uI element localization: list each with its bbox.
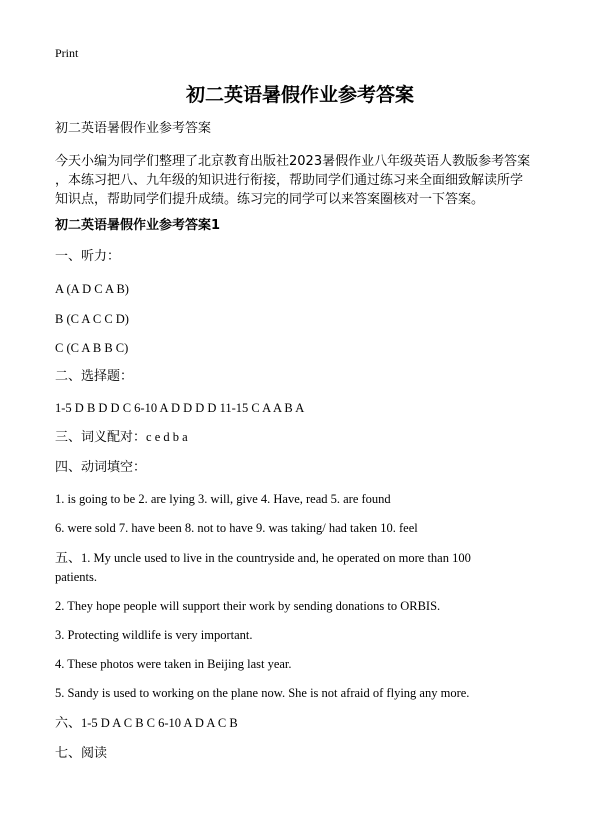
sentence-item-3: 3. Protecting wildlife is very important.: [55, 628, 253, 642]
sentence-label: 五、: [55, 551, 82, 566]
page-title: 初二英语暑假作业参考答案: [185, 84, 414, 106]
verb-fill-line-2: 6. were sold 7. have been 8. not to have 9. was taking/ had taken 10. feel: [55, 521, 418, 535]
part6-answers: 1-5 D A C B C 6-10 A D A C B: [81, 716, 238, 730]
listening-answer-a: A (A D C A B): [55, 282, 129, 296]
choice-answers: 1-5 D B D D C 6-10 A D D D D 11-15 C A A B A: [55, 401, 305, 415]
verb-fill-line-1: 1. is going to be 2. are lying 3. will, give 4. Have, read 5. are found: [55, 492, 391, 506]
intro-line-3: 知识点，帮助同学们提升成绩。练习完的同学可以来答案圈核对一下答案。: [55, 192, 485, 207]
verb-fill-label: 四、动词填空：: [55, 460, 147, 475]
sentence-item-1-cont: patients.: [55, 570, 98, 584]
sentence-item-2: 2. They hope people will support their work by sending donations to ORBIS.: [55, 599, 441, 613]
choice-label: 二、选择题：: [55, 369, 134, 384]
part6-row: [55, 714, 238, 733]
sentence-item-4: 4. These photos were taken in Beijing last year.: [55, 657, 292, 671]
listening-answer-c: C (C A B B C): [55, 341, 129, 355]
matching-row: [55, 428, 188, 447]
part6-label: 六、: [55, 716, 82, 731]
intro-line-2: ，本练习把八、九年级的知识进行衔接，帮助同学们通过练习来全面细致解读所学: [55, 173, 524, 188]
intro-paragraph: [55, 152, 555, 209]
matching-label: 三、词义配对：: [55, 430, 147, 445]
intro-line-1: 今天小编为同学们整理了北京教育出版社2023暑假作业八年级英语人教版参考答案: [55, 154, 531, 169]
subtitle: 初二英语暑假作业参考答案: [55, 121, 212, 136]
matching-answers: c e d b a: [146, 430, 188, 444]
sentence-item-1: [55, 549, 471, 568]
section-heading: 初二英语暑假作业参考答案1: [55, 218, 221, 233]
sentence-item-1-text: 1. My uncle used to live in the countryside and, he operated on more than 100: [81, 551, 471, 565]
print-link[interactable]: Print: [55, 46, 79, 60]
sentence-item-5: 5. Sandy is used to working on the plane now. She is not afraid of flying any more.: [55, 686, 470, 700]
listening-answer-b: B (C A C C D): [55, 312, 129, 326]
reading-label: 七、阅读: [55, 746, 108, 761]
listening-label: 一、听力：: [55, 249, 121, 264]
